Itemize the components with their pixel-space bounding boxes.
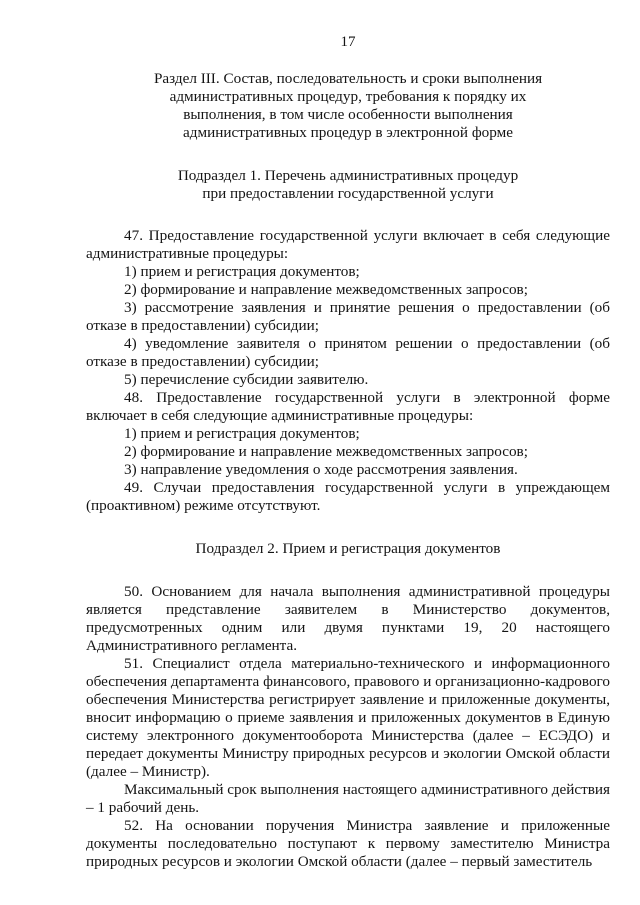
section-heading-line: административных процедур в электронной форме bbox=[183, 124, 513, 141]
procedures-list bbox=[86, 227, 610, 515]
list-item: 3) рассмотрение заявления и принятие решения о предоставлении (об отказе в предоставлении) субсидии; bbox=[86, 299, 610, 334]
paragraph-51: 51. Специалист отдела материально-технического и информационного обеспечения департамента финансового, правового и организационно-кадрового обеспечения Министерства регистрирует заявление и приложенные документы, вносит информацию о приеме заявления и приложенных документов в Единую систему электронного документооборота Министерства (далее – ЕСЭДО) и передает документы Министру природных ресурсов и экологии Омской области (далее – Министр). bbox=[86, 655, 610, 780]
list-item: 3) направление уведомления о ходе рассмотрения заявления. bbox=[124, 461, 518, 478]
list-item: 5) перечисление субсидии заявителю. bbox=[124, 371, 369, 388]
subsection-heading-1 bbox=[86, 167, 610, 203]
subsection-heading-2: Подраздел 2. Прием и регистрация документов bbox=[195, 540, 501, 557]
section-heading-line: административных процедур, требования к порядку их bbox=[169, 88, 527, 105]
section-heading-line: Раздел III. Состав, последовательность и сроки выполнения bbox=[153, 70, 543, 87]
paragraph-50: 50. Основанием для начала выполнения административной процедуры является представление заявителем в Министерство документов, предусмотренных одним или двумя пунктами 19, 20 настоящего Административного регламента. bbox=[86, 583, 610, 654]
list-item: 2) формирование и направление межведомственных запросов; bbox=[124, 443, 528, 460]
section-heading bbox=[86, 70, 610, 142]
reception-section bbox=[86, 583, 610, 871]
list-item: 1) прием и регистрация документов; bbox=[124, 425, 360, 442]
paragraph-47: 47. Предоставление государственной услуги включает в себя следующие административные процедуры: bbox=[86, 227, 610, 262]
deadline-paragraph: Максимальный срок выполнения настоящего административного действия – 1 рабочий день. bbox=[86, 781, 610, 816]
page-number: 17 bbox=[340, 34, 356, 50]
subsection-heading-line: при предоставлении государственной услуги bbox=[202, 185, 494, 202]
spacer bbox=[86, 515, 610, 540]
paragraph-49: 49. Случаи предоставления государственной услуги в упреждающем (проактивном) режиме отсутствуют. bbox=[86, 479, 610, 514]
list-item: 4) уведомление заявителя о принятом решении о предоставлении (об отказе в предоставлении) субсидии; bbox=[86, 335, 610, 370]
section-heading-line: выполнения, в том числе особенности выполнения bbox=[183, 106, 513, 123]
paragraph-48: 48. Предоставление государственной услуги в электронной форме включает в себя следующие административные процедуры: bbox=[86, 389, 610, 424]
paragraph-52: 52. На основании поручения Министра заявление и приложенные документы последовательно поступают к первому заместителю Министра природных ресурсов и экологии Омской области (далее – первый заместитель bbox=[86, 817, 610, 870]
list-item: 2) формирование и направление межведомственных запросов; bbox=[124, 281, 528, 298]
list-item: 1) прием и регистрация документов; bbox=[124, 263, 360, 280]
subsection-heading-line: Подраздел 1. Перечень административных процедур bbox=[177, 167, 519, 184]
spacer bbox=[86, 558, 610, 583]
